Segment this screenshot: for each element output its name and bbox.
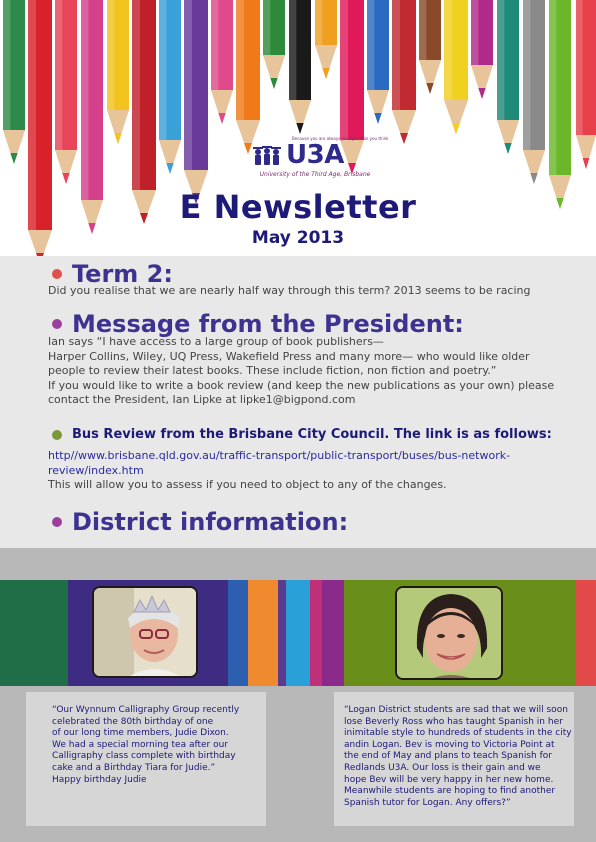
pencil-tip: [374, 113, 381, 124]
pencil-highlight: [159, 0, 166, 140]
pencil-tip: [166, 163, 173, 174]
pencil-highlight: [340, 0, 348, 140]
newsletter-title: E Newsletter: [179, 188, 417, 226]
pencil-tip: [62, 173, 69, 184]
district-heading: [52, 508, 348, 536]
pencil-tip: [452, 123, 460, 134]
pencil-tip: [530, 173, 537, 184]
bus-heading-text: Bus Review from the Brisbane City Council. The link is as follows:: [72, 427, 552, 442]
quote-line: of our long time members, Judie Dixon.: [52, 728, 229, 739]
president-line: Harper Collins, Wiley, UQ Press, Wakefield Press and many more— who would like older: [48, 349, 530, 363]
quote-line: the end of May and plans to teach Spanish for: [344, 751, 552, 762]
stripe: [322, 580, 344, 686]
pencil-highlight: [549, 0, 556, 175]
logo-tagline: Because you are always younger than you think: [292, 136, 389, 141]
quote-line: hope Bev will be very happy in her new home.: [344, 774, 554, 785]
bullet-icon: [52, 430, 62, 440]
stripe: [228, 580, 248, 686]
newsletter-date: May 2013: [251, 228, 345, 248]
pencil-highlight: [444, 0, 452, 100]
pencil-tip: [322, 68, 329, 79]
photo-judie-dixon: [92, 586, 198, 678]
photo-beverly-ross: [395, 586, 503, 680]
smiling-woman-photo: [397, 588, 503, 680]
president-line: If you would like to write a book review (and keep the new publications as your own) please: [48, 378, 555, 392]
pencil-highlight: [576, 0, 583, 135]
pencil-highlight: [419, 0, 426, 60]
pencil-highlight: [132, 0, 140, 190]
pencil-highlight: [236, 0, 244, 120]
district-heading-text: District information:: [72, 508, 349, 536]
president-line: people to review their latest books. These include fiction, non fiction and poetry.”: [48, 364, 497, 377]
pencil-highlight: [523, 0, 530, 150]
pencil-highlight: [107, 0, 114, 110]
bus-link-line[interactable]: review/index.htm: [48, 463, 144, 477]
quote-line: “Our Wynnum Calligraphy Group recently: [52, 705, 240, 715]
pencil-highlight: [315, 0, 322, 45]
stripe: [286, 580, 310, 686]
pencil-tip: [504, 143, 511, 154]
quote-line: cake and a Birthday Tiara for Judie.”: [52, 762, 216, 773]
quote-line: Redlands U3A. Our loss is their gain and we: [344, 762, 541, 773]
pencil-highlight: [392, 0, 400, 110]
quote-line: We had a special morning tea after our: [52, 739, 229, 750]
quote-line: andin Logan. Bev is moving to Victoria Point at: [344, 739, 555, 750]
pencil-tip: [400, 133, 408, 144]
pencil-highlight: [81, 0, 88, 200]
pencil-tip: [218, 113, 225, 124]
pencil-highlight: [367, 0, 374, 90]
bus-text: This will allow you to assess if you need to object to any of the changes.: [48, 478, 447, 491]
president-line: contact the President, Ian Lipke at lipke1@bigpond.com: [48, 393, 356, 406]
divider-band: [0, 548, 596, 580]
pencil-highlight: [211, 0, 218, 90]
stripe: [310, 580, 322, 686]
stripe: [576, 580, 596, 686]
pencil-tip: [478, 88, 485, 99]
quote-line: Happy birthday Judie: [52, 774, 147, 785]
elderly-woman-photo: [94, 588, 198, 678]
logo-text: U3A: [286, 140, 344, 170]
logo-subtitle: University of the Third Age, Brisbane: [259, 171, 371, 178]
stripe: [0, 580, 68, 686]
pencil-highlight: [289, 0, 296, 100]
pencil-highlight: [471, 0, 478, 65]
logan-quote: [334, 692, 574, 826]
quote-line: celebrated the 80th birthday of one: [52, 716, 214, 727]
color-stripes: [0, 580, 596, 686]
president-line: Ian says “I have access to a large group of book publishers—: [48, 335, 384, 348]
bus-link-line[interactable]: http//www.brisbane.qld.gov.au/traffic-transport/public-transport/buses/bus-network-: [48, 449, 511, 462]
pencil-highlight: [497, 0, 504, 120]
president-heading-text: Message from the President:: [72, 310, 464, 338]
pencil-highlight: [263, 0, 270, 55]
pencil-tip: [583, 158, 590, 169]
bullet-icon: [52, 269, 62, 279]
bullet-icon: [52, 517, 62, 527]
bullet-icon: [52, 319, 62, 329]
quote-line: inimitable style to hundreds of students in the city: [344, 728, 572, 739]
pencil-tip: [426, 83, 433, 94]
pencil-highlight: [184, 0, 192, 170]
newsletter-body: [0, 256, 596, 548]
quote-line: Meanwhile students are hoping to find another: [344, 786, 556, 797]
quote-line: Spanish tutor for Logan. Any offers?”: [344, 797, 511, 808]
president-message: [48, 335, 578, 408]
quote-line: “Logan District students are sad that we will soon: [344, 705, 568, 715]
stripe: [278, 580, 286, 686]
quote-line: lose Beverly Ross who has taught Spanish in her: [344, 716, 563, 727]
stripe: [248, 580, 278, 686]
president-heading: [52, 310, 464, 338]
pencil-tip: [10, 153, 17, 164]
quote-line: Calligraphy class complete with birthday: [52, 751, 236, 762]
bus-heading: [52, 427, 552, 442]
wynnum-quote: [26, 692, 266, 826]
pencil-tip: [296, 123, 303, 134]
term-heading-text: Term 2:: [72, 260, 173, 288]
term-text: Did you realise that we are nearly half way through this term? 2013 seems to be racing: [48, 284, 531, 297]
pencil-highlight: [55, 0, 62, 150]
header-banner: [0, 0, 596, 256]
bus-review-link[interactable]: [48, 449, 578, 478]
pencil-tip: [270, 78, 277, 89]
pencil-tip: [114, 133, 121, 144]
district-news: [0, 686, 596, 842]
pencil-highlight: [3, 0, 10, 130]
